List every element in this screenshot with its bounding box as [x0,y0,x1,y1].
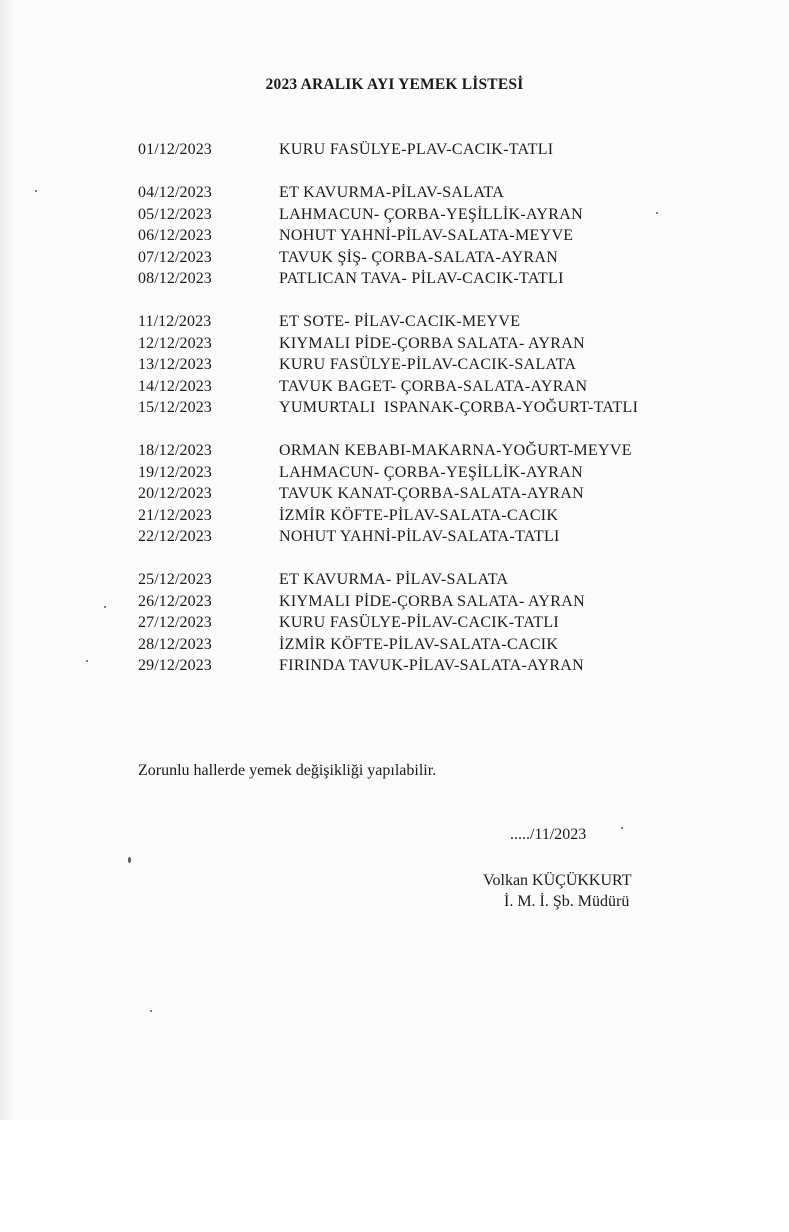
menu-meal: TAVUK KANAT-ÇORBA-SALATA-AYRAN [279,485,584,502]
week-block [138,139,738,161]
menu-row [138,526,738,548]
menu-row [138,655,738,677]
menu-row [138,591,738,613]
menu-meal: KIYMALI PİDE-ÇORBA SALATA- AYRAN [279,592,585,610]
menu-date: 21/12/2023 [138,506,212,524]
menu-meal: İZMİR KÖFTE-PİLAV-SALATA-CACIK [279,506,559,524]
menu-row [138,483,738,505]
menu-date: 05/12/2023 [138,205,212,223]
week-block [138,182,738,290]
menu-date: 06/12/2023 [138,227,212,244]
menu-date: 14/12/2023 [138,377,212,395]
menu-row [138,225,738,247]
signatory-name: Volkan KÜÇÜKKURT [483,872,632,889]
menu-meal: TAVUK BAGET- ÇORBA-SALATA-AYRAN [279,377,588,395]
scan-speck [104,606,106,608]
menu-row [138,634,738,656]
menu-row [138,505,738,527]
menu-row [138,612,738,634]
menu-meal: ET KAVURMA- PİLAV-SALATA [279,571,509,588]
menu-row [138,311,738,333]
scan-speck [150,1010,152,1012]
menu-meal: LAHMACUN- ÇORBA-YEŞİLLİK-AYRAN [279,463,583,481]
menu-date: 26/12/2023 [138,592,212,610]
week-block [138,569,738,677]
menu-meal: KIYMALI PİDE-ÇORBA SALATA- AYRAN [279,334,585,352]
week-block [138,440,738,548]
signature-block [470,870,710,912]
menu-date: 08/12/2023 [138,270,212,287]
scan-speck [35,190,37,192]
menu-date: 12/12/2023 [138,334,212,352]
menu-meal: NOHUT YAHNİ-PİLAV-SALATA-MEYVE [279,227,574,244]
menu-date: 07/12/2023 [138,248,212,266]
menu-meal: YUMURTALI ISPANAK-ÇORBA-YOĞURT-TATLI [279,399,639,416]
menu-date: 01/12/2023 [138,141,212,158]
scan-speck [128,857,131,863]
menu-meal: KURU FASÜLYE-PİLAV-CACIK-SALATA [279,356,577,373]
menu-row [138,247,738,269]
issue-date: ...../11/2023 [510,826,587,843]
menu-meal: FIRINDA TAVUK-PİLAV-SALATA-AYRAN [279,657,585,674]
menu-date: 15/12/2023 [138,399,212,416]
menu-date: 29/12/2023 [138,657,212,674]
menu-row [138,182,738,204]
menu-row [138,204,738,226]
menu-date: 20/12/2023 [138,485,212,502]
menu-date: 28/12/2023 [138,635,212,653]
menu-meal: TAVUK ŞİŞ- ÇORBA-SALATA-AYRAN [279,248,559,266]
scan-speck [86,660,88,662]
week-block [138,311,738,419]
menu-meal: ET SOTE- PİLAV-CACIK-MEYVE [279,313,521,330]
change-notice: Zorunlu hallerde yemek değişikliği yapılabilir. [138,762,437,779]
menu-row [138,569,738,591]
menu-date: 27/12/2023 [138,614,212,631]
menu-date: 04/12/2023 [138,184,212,201]
menu-row [138,139,738,161]
signatory-title: İ. M. İ. Şb. Müdürü [504,893,630,910]
page-edge-shadow [0,0,14,1120]
menu-row [138,462,738,484]
menu-date: 19/12/2023 [138,463,212,481]
menu-row [138,333,738,355]
menu-meal: LAHMACUN- ÇORBA-YEŞİLLİK-AYRAN [279,205,583,223]
menu-row [138,354,738,376]
menu-meal: ET KAVURMA-PİLAV-SALATA [279,184,505,201]
scan-speck [656,212,658,214]
menu-list [138,139,738,698]
scan-speck [621,827,623,829]
menu-date: 18/12/2023 [138,442,212,459]
menu-row [138,376,738,398]
menu-row [138,397,738,419]
document-title: 2023 ARALIK AYI YEMEK LİSTESİ [265,76,524,93]
menu-date: 11/12/2023 [138,313,212,330]
menu-meal: NOHUT YAHNİ-PİLAV-SALATA-TATLI [279,528,560,545]
menu-meal: KURU FASÜLYE-PİLAV-CACIK-TATLI [279,614,560,631]
menu-date: 22/12/2023 [138,528,212,545]
menu-meal: ORMAN KEBABI-MAKARNA-YOĞURT-MEYVE [279,442,632,459]
menu-meal: İZMİR KÖFTE-PİLAV-SALATA-CACIK [279,635,559,653]
menu-meal: PATLICAN TAVA- PİLAV-CACIK-TATLI [279,270,564,287]
menu-meal: KURU FASÜLYE-PLAV-CACIK-TATLI [279,141,554,158]
menu-row [138,268,738,290]
menu-date: 25/12/2023 [138,571,212,588]
menu-date: 13/12/2023 [138,356,212,373]
menu-row [138,440,738,462]
